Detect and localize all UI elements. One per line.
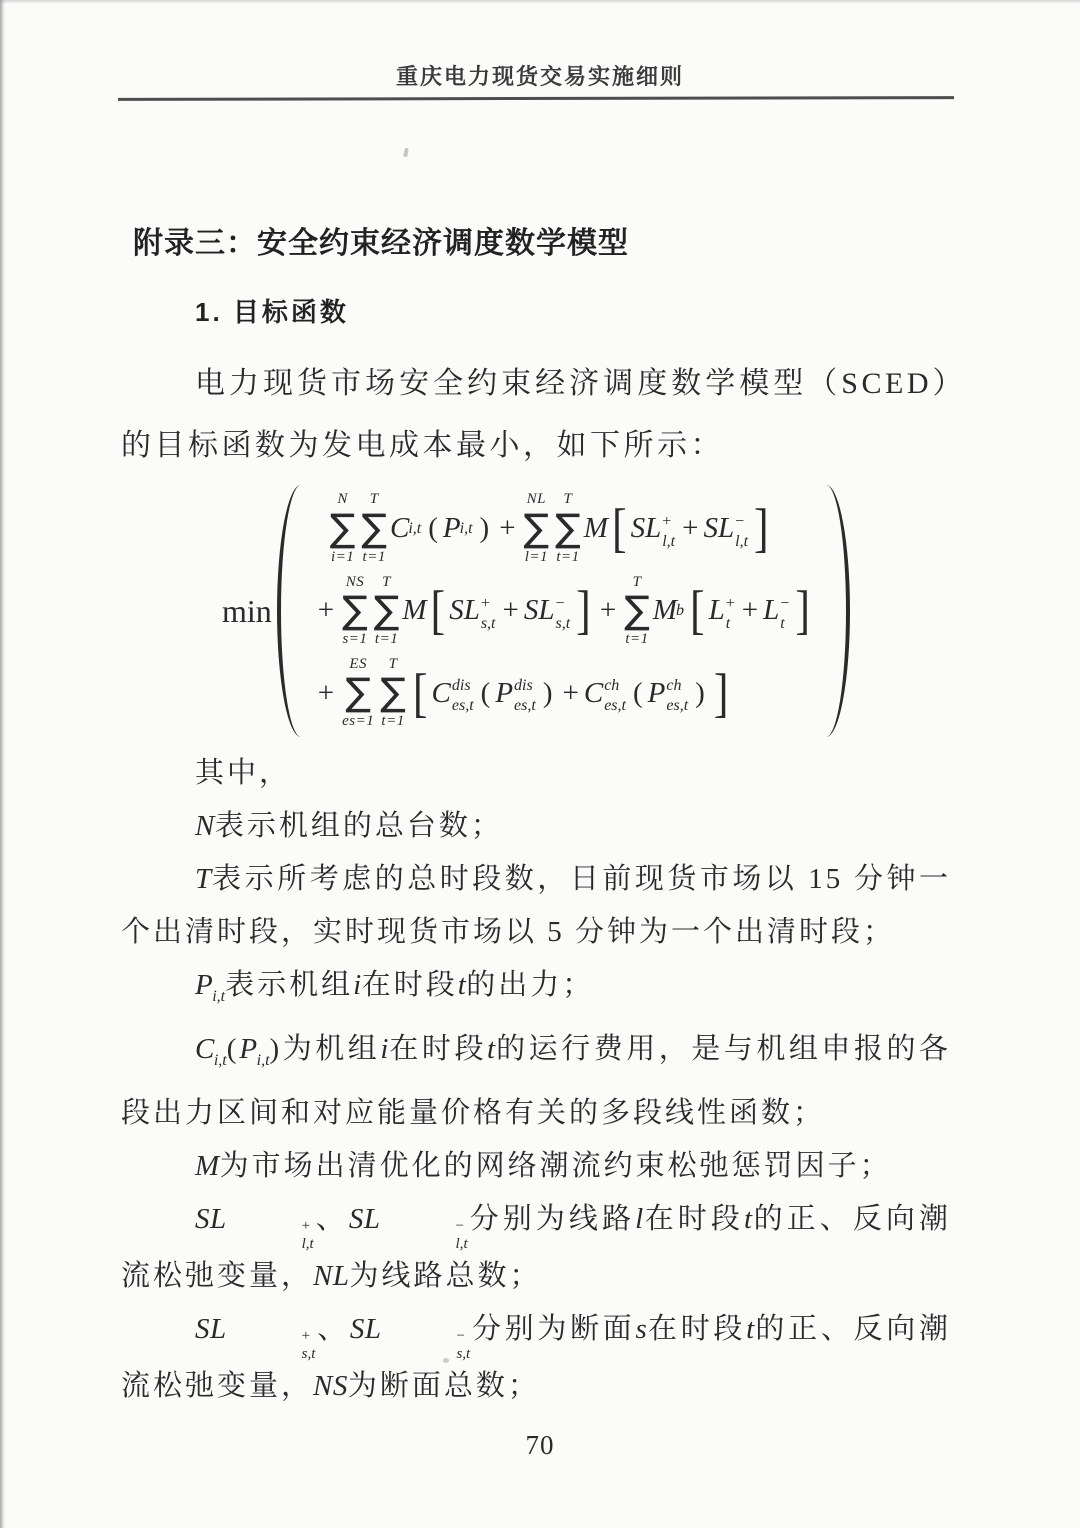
math-symbol: l <box>635 1203 644 1235</box>
sigma-icon: ∑ <box>523 505 550 550</box>
var: L <box>708 594 725 627</box>
sum-upper-limit: ES <box>349 656 368 673</box>
sum-lower-limit: t=1 <box>381 713 405 730</box>
sigma-icon: ∑ <box>555 505 581 550</box>
sigma-icon: ∑ <box>380 670 406 715</box>
definition-text: 的出力； <box>466 969 595 1001</box>
subscript: s,t <box>555 614 571 632</box>
superscript: dis <box>451 677 471 695</box>
big-right-paren <box>826 485 850 737</box>
superscript: − <box>735 512 745 530</box>
definition-sl-line <box>121 1193 951 1303</box>
superscript: − <box>555 594 565 612</box>
math-symbol: SL <box>349 1313 382 1345</box>
superscript: + <box>301 1328 314 1344</box>
big-left-paren <box>277 485 301 737</box>
summation <box>380 656 406 730</box>
summation <box>342 574 368 648</box>
section-title: 1. 目标函数 <box>195 297 349 327</box>
sum-lower-limit: t=1 <box>556 548 580 565</box>
objective-function-formula <box>121 485 951 737</box>
bracket: [ <box>689 581 705 641</box>
definition-sl-section <box>121 1303 951 1413</box>
var: SL <box>523 594 555 627</box>
sum-upper-limit: T <box>382 573 391 590</box>
sigma-icon: ∑ <box>373 588 400 633</box>
bracket: [ <box>611 498 627 559</box>
definition-text: 为机组 <box>282 1033 381 1065</box>
superscript: + <box>725 594 735 612</box>
page-content <box>121 218 951 1413</box>
formula-lines <box>313 491 814 730</box>
scan-edge-shadow <box>0 0 6 1528</box>
sum-lower-limit: l=1 <box>524 548 548 565</box>
sum-lower-limit: t=1 <box>625 630 649 647</box>
subscript: t <box>725 614 731 632</box>
superscript: − <box>456 1328 468 1344</box>
subscript: l,t <box>735 532 749 550</box>
sigma-icon: ∑ <box>345 670 371 715</box>
var: M <box>402 594 427 627</box>
math-symbol: SL <box>348 1203 381 1235</box>
sigma-icon: ∑ <box>342 588 368 633</box>
summation <box>330 491 356 565</box>
math-symbol: NS <box>313 1370 348 1402</box>
sum-lower-limit: es=1 <box>342 713 375 730</box>
supsub <box>452 678 474 714</box>
bracket: ] <box>795 581 810 641</box>
bracket: ] <box>576 581 591 641</box>
supsub <box>604 678 626 714</box>
bracket: [ <box>412 663 428 724</box>
math-symbol: M <box>195 1150 220 1182</box>
subscript: l,t <box>662 532 676 550</box>
appendix-title: 附录三：安全约束经济调度数学模型 <box>133 227 629 260</box>
summation <box>361 491 387 565</box>
separator: 、 <box>314 1203 349 1235</box>
var: M <box>583 512 608 545</box>
superscript: − <box>455 1218 467 1234</box>
paren: ( <box>226 1033 240 1065</box>
subscript: i,t <box>213 1052 227 1069</box>
definition-text: 表示机组 <box>225 969 354 1001</box>
definition-text: 为断面总数； <box>347 1370 540 1402</box>
separator: 、 <box>316 1313 350 1345</box>
paren: ) <box>542 676 553 709</box>
var: M <box>652 594 677 627</box>
definition-text: 分别为线路 <box>468 1203 636 1235</box>
math-symbol: NL <box>313 1260 350 1292</box>
op-plus: + <box>599 594 617 627</box>
running-header: 重庆电力现货交易实施细则 <box>395 64 684 89</box>
var: P <box>647 676 666 709</box>
sum-upper-limit: NL <box>526 491 547 508</box>
definition-text: 分别为断面 <box>471 1313 636 1345</box>
superscript: − <box>780 594 790 612</box>
definition-text: 的正、反向潮流松弛变量， <box>121 1313 951 1402</box>
var: P <box>442 512 461 545</box>
formula-line-1 <box>313 491 773 565</box>
definition-text: 在时段 <box>643 1203 744 1235</box>
min-operator: min <box>222 592 272 629</box>
math-symbol: C <box>195 1033 215 1065</box>
math-symbol: s <box>635 1313 648 1345</box>
summation <box>555 491 581 565</box>
superscript: ch <box>666 677 682 695</box>
bracket: ] <box>754 498 769 559</box>
definition-m <box>121 1140 951 1193</box>
scan-edge-shadow-top <box>0 0 1080 4</box>
definition-text: 为市场出清优化的网络潮流约束松弛惩罚因子； <box>219 1150 892 1182</box>
sum-upper-limit: T <box>388 656 398 673</box>
supsub <box>735 514 748 550</box>
definition-t <box>121 853 951 959</box>
subscript: s,t <box>301 1346 316 1362</box>
var: P <box>495 676 514 709</box>
op-plus: + <box>317 594 335 627</box>
op-plus: + <box>317 676 335 709</box>
subscript: l,t <box>301 1236 314 1252</box>
supsub <box>556 596 571 632</box>
var: C <box>583 676 604 709</box>
math-symbol: t <box>746 1313 755 1345</box>
sum-upper-limit: N <box>337 491 348 508</box>
definition-text: 的正、反向潮流松弛变量， <box>121 1203 951 1292</box>
math-symbol: P <box>195 969 214 1001</box>
subscript: t <box>780 614 785 632</box>
op-plus: + <box>741 594 759 627</box>
supsub <box>481 596 496 632</box>
sum-upper-limit: T <box>632 573 642 590</box>
sum-upper-limit: NS <box>345 573 365 590</box>
supsub <box>382 1219 468 1252</box>
math-symbol: T <box>195 863 212 895</box>
math-symbol: N <box>195 810 215 842</box>
op-plus: + <box>499 512 516 545</box>
definition-text: 在时段 <box>388 1033 487 1065</box>
formula-line-2 <box>313 574 814 648</box>
sum-lower-limit: s=1 <box>342 630 368 647</box>
math-symbol: t <box>487 1033 496 1065</box>
bracket: [ <box>430 581 446 641</box>
supsub <box>228 1329 316 1362</box>
supsub <box>382 1329 470 1362</box>
summation <box>374 574 400 648</box>
subscript: i,t <box>256 1052 270 1069</box>
page-number: 70 <box>525 1430 555 1460</box>
var: SL <box>630 512 662 545</box>
superscript: + <box>662 512 672 530</box>
subscript: es,t <box>514 697 536 715</box>
subscript: es,t <box>451 697 474 715</box>
intro-paragraph: 电力现货市场安全约束经济调度数学模型（SCED）的目标函数为发电成本最小，如下所示： <box>121 367 951 462</box>
supsub <box>662 514 675 550</box>
definition-text: 的运行费用，是与机组申报的各段出力区间和对应能量价格有关的多段线性函数； <box>121 1033 951 1129</box>
var: SL <box>703 512 735 545</box>
math-symbol: i <box>380 1033 389 1065</box>
var: C <box>390 512 410 545</box>
definition-n <box>121 800 951 853</box>
subscript: es,t <box>604 697 626 715</box>
sum-upper-limit: T <box>563 491 573 508</box>
subscript: s,t <box>456 1346 471 1362</box>
supsub <box>666 678 688 714</box>
paren: ) <box>695 676 705 709</box>
sum-lower-limit: t=1 <box>362 548 386 565</box>
scan-speck <box>403 148 409 158</box>
subscript: b <box>675 601 684 619</box>
op-plus: + <box>502 594 519 627</box>
definition-text: 在时段 <box>361 969 458 1001</box>
supsub <box>726 596 735 632</box>
math-symbol: i <box>353 969 362 1001</box>
superscript: + <box>301 1218 314 1234</box>
supsub <box>780 596 789 632</box>
subscript: i,t <box>408 519 422 537</box>
sum-lower-limit: t=1 <box>374 630 399 647</box>
where-label: 其中， <box>195 757 292 789</box>
summation <box>524 491 550 565</box>
paren: ) <box>269 1033 283 1065</box>
var: C <box>431 676 451 709</box>
definition-p <box>121 959 951 1023</box>
superscript: + <box>480 594 490 612</box>
sigma-icon: ∑ <box>329 505 356 550</box>
subscript: l,t <box>455 1236 468 1252</box>
superscript: dis <box>514 677 533 695</box>
math-symbol: P <box>239 1033 258 1065</box>
supsub <box>228 1219 314 1252</box>
math-symbol: SL <box>195 1203 227 1235</box>
definition-c <box>121 1023 951 1140</box>
math-symbol: t <box>457 969 467 1001</box>
header-rule <box>118 96 954 100</box>
definition-text: 表示所考虑的总时段数，日前现货市场以 15 分钟一个出清时段，实时现货市场以 5 分钟为一个出清时段； <box>121 863 951 948</box>
summation <box>624 574 650 648</box>
definition-text: 在时段 <box>647 1313 747 1345</box>
paren: ( <box>428 512 438 545</box>
paren: ) <box>479 512 490 545</box>
paren: ( <box>480 676 491 709</box>
paren: ( <box>632 676 643 709</box>
sigma-icon: ∑ <box>361 505 387 550</box>
subscript: es,t <box>666 697 689 715</box>
definition-text: 表示机组的总台数； <box>214 810 503 842</box>
supsub <box>514 678 536 714</box>
sum-lower-limit: i=1 <box>330 548 355 565</box>
summation <box>342 656 374 730</box>
op-plus: + <box>682 512 699 545</box>
math-symbol: SL <box>195 1313 227 1345</box>
var: L <box>763 594 780 627</box>
subscript: s,t <box>480 614 496 632</box>
definition-text: 为线路总数； <box>349 1260 542 1292</box>
superscript: ch <box>604 677 620 695</box>
math-symbol: t <box>743 1203 753 1235</box>
bracket: ] <box>713 663 729 724</box>
sigma-icon: ∑ <box>624 588 650 633</box>
var: SL <box>449 594 480 627</box>
op-plus: + <box>562 676 579 709</box>
subscript: i,t <box>212 988 226 1005</box>
formula-line-3 <box>313 656 733 730</box>
subscript: i,t <box>459 519 473 537</box>
sum-upper-limit: T <box>369 491 379 508</box>
